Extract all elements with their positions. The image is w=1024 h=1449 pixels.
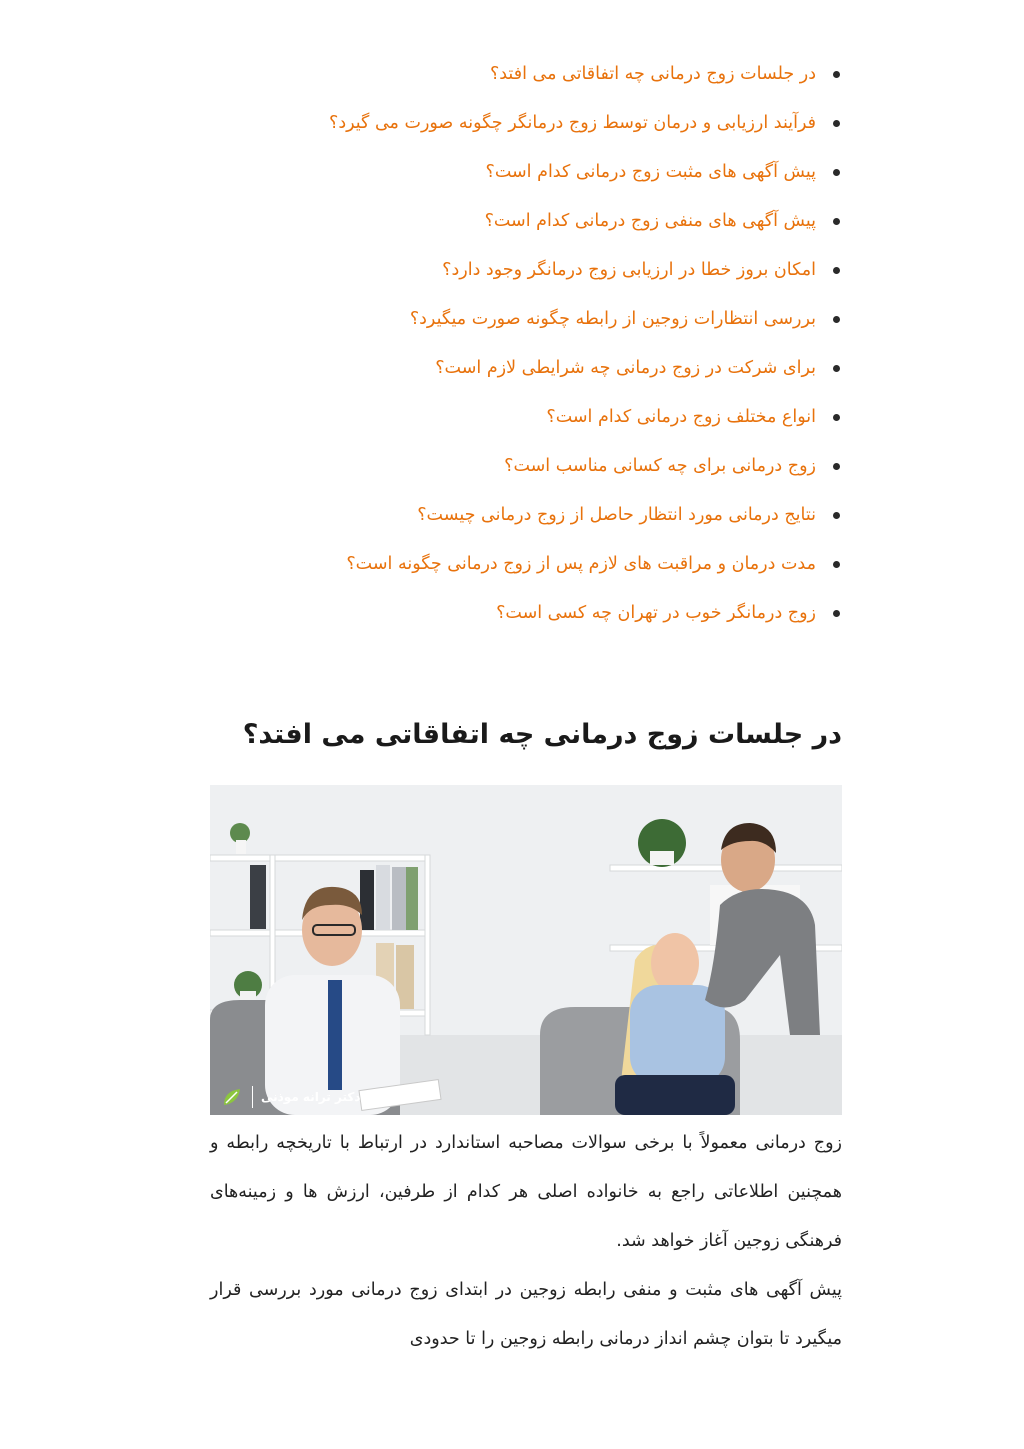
toc-item[interactable]	[210, 536, 816, 585]
bullet-icon	[833, 463, 840, 470]
bullet-icon	[833, 610, 840, 617]
bullet-icon	[833, 267, 840, 274]
bullet-icon	[833, 120, 840, 127]
table-of-contents	[210, 46, 842, 634]
toc-link[interactable]: انواع مختلف زوج درمانی کدام است؟	[546, 407, 816, 427]
toc-link[interactable]: زوج درمانگر خوب در تهران چه کسی است؟	[496, 603, 816, 623]
toc-link[interactable]: در جلسات زوج درمانی چه اتفاقاتی می افتد؟	[489, 64, 816, 84]
toc-link[interactable]: بررسی انتظارات زوجین از رابطه چگونه صورت میگیرد؟	[409, 309, 816, 329]
toc-item[interactable]	[210, 389, 816, 438]
toc-item[interactable]	[210, 438, 816, 487]
toc-item[interactable]	[210, 242, 816, 291]
section-heading: در جلسات زوج درمانی چه اتفاقاتی می افتد؟	[242, 719, 842, 750]
bullet-icon	[833, 169, 840, 176]
leaf-logo-icon	[220, 1085, 244, 1109]
paragraph: زوج درمانی معمولاً با برخی سوالات مصاحبه استاندارد در ارتباط با تاریخچه رابطه و همچنین اطلاعاتی راجع به خانواده اصلی هر کدام از طرفین، ارزش ها و زمینه‌های فرهنگی زوجین آغاز خواهد شد.	[210, 1133, 842, 1251]
toc-link[interactable]: مدت درمان و مراقبت های لازم پس از زوج درمانی چگونه است؟	[346, 554, 816, 574]
watermark-text: دکتر ترانه موذنی	[261, 1090, 361, 1104]
bullet-icon	[833, 218, 840, 225]
toc-item[interactable]	[210, 95, 816, 144]
toc-link[interactable]: زوج درمانی برای چه کسانی مناسب است؟	[504, 456, 816, 476]
bullet-icon	[833, 71, 840, 78]
therapy-session-photo	[210, 785, 842, 1115]
toc-item[interactable]	[210, 340, 816, 389]
toc-link[interactable]: پیش آگهی های منفی زوج درمانی کدام است؟	[484, 211, 816, 231]
watermark-divider	[252, 1086, 253, 1108]
toc-item[interactable]	[210, 193, 816, 242]
toc-item[interactable]	[210, 291, 816, 340]
article-body	[210, 1119, 842, 1364]
toc-item[interactable]	[210, 46, 816, 95]
bullet-icon	[833, 365, 840, 372]
watermark	[220, 1085, 360, 1109]
toc-link[interactable]: پیش آگهی های مثبت زوج درمانی کدام است؟	[485, 162, 816, 182]
toc-link[interactable]: فرآیند ارزیابی و درمان توسط زوج درمانگر چگونه صورت می گیرد؟	[329, 113, 816, 133]
toc-link[interactable]: نتایج درمانی مورد انتظار حاصل از زوج درمانی چیست؟	[417, 505, 816, 525]
bullet-icon	[833, 561, 840, 568]
toc-link[interactable]: امکان بروز خطا در ارزیابی زوج درمانگر وجود دارد؟	[442, 260, 816, 280]
toc-item[interactable]	[210, 585, 816, 634]
photo-illustration	[210, 785, 842, 1115]
bullet-icon	[833, 414, 840, 421]
bullet-icon	[833, 316, 840, 323]
paragraph: پیش آگهی های مثبت و منفی رابطه زوجین در ابتدای زوج درمانی مورد بررسی قرار میگیرد تا بتوان چشم انداز درمانی رابطه زوجین را تا حدودی	[210, 1280, 842, 1349]
toc-link[interactable]: برای شرکت در زوج درمانی چه شرایطی لازم است؟	[435, 358, 816, 378]
bullet-icon	[833, 512, 840, 519]
article-content	[210, 46, 842, 1349]
toc-item[interactable]	[210, 144, 816, 193]
toc-item[interactable]	[210, 487, 816, 536]
